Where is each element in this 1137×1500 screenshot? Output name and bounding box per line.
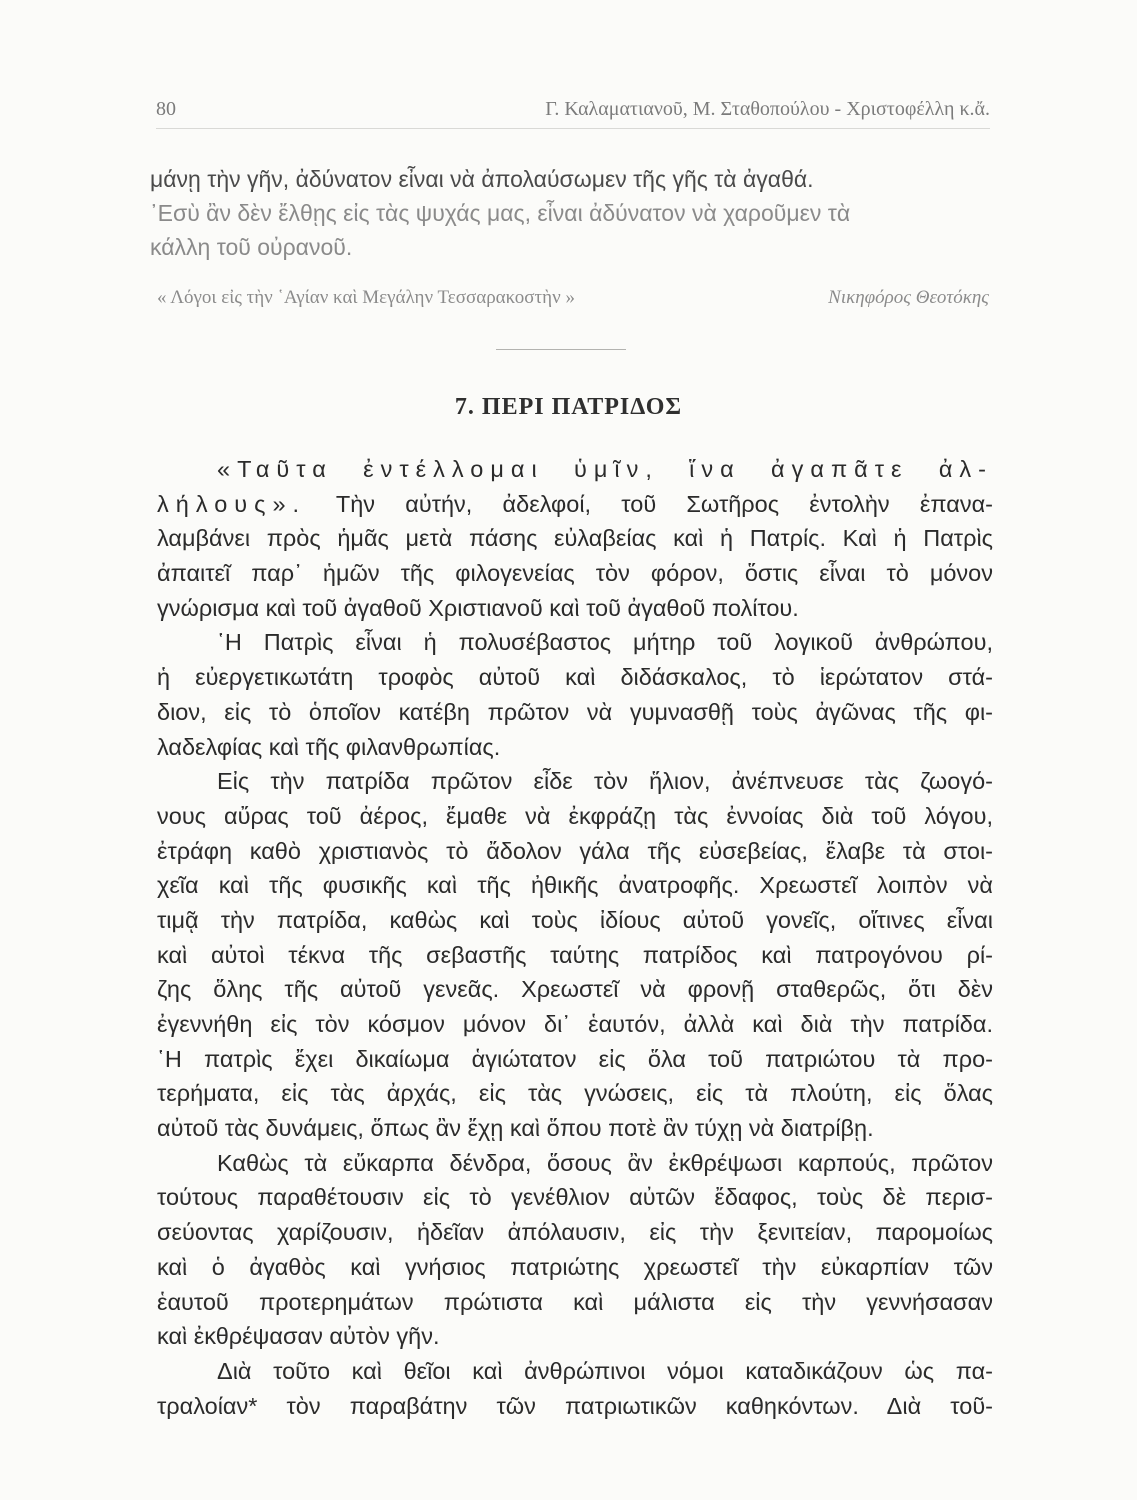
paragraph-line: τραλοίαν* τὸν παραβάτην τῶν πατριωτικῶν καθηκόντων. Διὰ τοῦ- bbox=[157, 1392, 993, 1419]
paragraph-line: ἀπαιτεῖ παρ᾿ ἡμῶν τῆς φιλογενείας τὸν φόρον, ὅστις εἶναι τὸ μόνον bbox=[157, 560, 993, 587]
paragraph-line: ῾Η πατρὶς ἔχει δικαίωμα ἁγιώτατον εἰς ὅλα τοῦ πατριώτου τὰ προ- bbox=[157, 1045, 993, 1072]
running-title: Γ. Καλαματιανοῦ, Μ. Σταθοπούλου - Χριστοφέλλη κ.ἄ. bbox=[545, 98, 990, 120]
paragraph-line bbox=[157, 452, 993, 487]
paragraph-line: ἑαυτοῦ προτερημάτων πρώτιστα καὶ μάλιστα εἰς τὴν γεννήσασαν bbox=[157, 1288, 993, 1315]
paragraph-line bbox=[157, 487, 993, 522]
chapter-heading: 7. ΠΕΡΙ ΠΑΤΡΙΔΟΣ bbox=[454, 394, 683, 420]
paragraph-line: καὶ αὐτοὶ τέκνα τῆς σεβαστῆς ταύτης πατρίδος καὶ πατρογόνου ρί- bbox=[157, 941, 993, 968]
paragraph-line: ἐτράφη καθὸ χριστιανὸς τὸ ἄδολον γάλα τῆς εὐσεβείας, ἔλαβε τὰ στοι- bbox=[157, 837, 993, 864]
paragraph-line: ἡ εὐεργετικωτάτη τροφὸς αὐτοῦ καὶ διδάσκαλος, τὸ ἱερώτατον στά- bbox=[157, 664, 993, 691]
paragraph-line: ῾Η Πατρὶς εἶναι ἡ πολυσέβαστος μήτηρ τοῦ λογικοῦ ἀνθρώπου, bbox=[217, 629, 993, 656]
paragraph-line: λαδελφίας καὶ τῆς φιλανθρωπίας. bbox=[157, 733, 501, 760]
paragraph-line: Καθὼς τὰ εὔκαρπα δένδρα, ὅσους ἂν ἐκθρέψωσι καρπούς, πρῶτον bbox=[217, 1149, 993, 1176]
paragraph-line: λαμβάνει πρὸς ἡμᾶς μετὰ πάσης εὐλαβείας καὶ ἡ Πατρίς. Καὶ ἡ Πατρὶς bbox=[157, 525, 993, 552]
quote-citation bbox=[157, 287, 989, 315]
quote-line: ᾿Εσὺ ἂν δὲν ἔλθῃς εἰς τὰς ψυχάς μας, εἶναι ἀδύνατον νὰ χαροῦμεν τὰ bbox=[150, 200, 851, 226]
paragraph-line: ἐγεννήθη εἰς τὸν κόσμον μόνον δι᾿ ἑαυτόν, ἀλλὰ καὶ διὰ τὴν πατρίδα. bbox=[157, 1011, 993, 1037]
paragraph-line: Εἰς τὴν πατρίδα πρῶτον εἶδε τὸν ἥλιον, ἀνέπνευσε τὰς ζωογό- bbox=[217, 768, 993, 795]
quote-line: κάλλη τοῦ οὐρανοῦ. bbox=[150, 234, 353, 260]
paragraph-line: νους αὔρας τοῦ ἀέρος, ἔμαθε νὰ ἐκφράζῃ τὰς ἐννοίας διὰ τοῦ λόγου, bbox=[157, 802, 993, 829]
body-text bbox=[157, 452, 993, 1423]
scripture-quote-end: λήλους». bbox=[157, 490, 307, 517]
paragraph-line: ζης ὅλης τῆς αὐτοῦ γενεᾶς. Χρεωστεῖ νὰ φρονῇ σταθερῶς, ὅτι δὲν bbox=[157, 976, 993, 1003]
citation-author: Νικηφόρος Θεοτόκης bbox=[828, 287, 989, 308]
paragraph-line: διον, εἰς τὸ ὁποῖον κατέβη πρῶτον νὰ γυμνασθῇ τοὺς ἀγῶνας τῆς φι- bbox=[157, 698, 993, 725]
paragraph-line: καὶ ὁ ἀγαθὸς καὶ γνήσιος πατριώτης χρεωστεῖ τὴν εὐκαρπίαν τῶν bbox=[157, 1253, 993, 1280]
running-header bbox=[156, 98, 990, 128]
scripture-quote: «Ταῦτα ἐντέλλομαι ὑμῖν, ἵνα ἀγαπᾶτε ἀλ- bbox=[217, 456, 993, 482]
paragraph-text: Τὴν αὐτήν, ἀδελφοί, τοῦ Σωτῆρος ἐντολὴν ἐπανα- bbox=[306, 490, 993, 517]
citation-source: « Λόγοι εἰς τὴν ῾Αγίαν καὶ Μεγάλην Τεσσαρακοστὴν » bbox=[157, 287, 575, 308]
paragraph-line: αὐτοῦ τὰς δυνάμεις, ὅπως ἂν ἔχῃ καὶ ὅπου ποτὲ ἂν τύχῃ νὰ διατρίβῃ. bbox=[157, 1115, 874, 1142]
paragraph-line: τούτους παραθέτουσιν εἰς τὸ γενέθλιον αὐτῶν ἔδαφος, τοὺς δὲ περισ- bbox=[157, 1184, 993, 1211]
paragraph-line: καὶ ἐκθρέψασαν αὐτὸν γῆν. bbox=[157, 1323, 440, 1350]
paragraph-line: χεῖα καὶ τῆς φυσικῆς καὶ τῆς ἠθικῆς ἀνατροφῆς. Χρεωστεῖ λοιπὸν νὰ bbox=[157, 872, 993, 899]
section-divider bbox=[496, 349, 626, 350]
quote-line: μάνῃ τὴν γῆν, ἀδύνατον εἶναι νὰ ἀπολαύσωμεν τῆς γῆς τὰ ἀγαθά. bbox=[150, 166, 814, 192]
header-divider bbox=[156, 128, 990, 129]
paragraph-line: Διὰ τοῦτο καὶ θεῖοι καὶ ἀνθρώπινοι νόμοι καταδικάζουν ὡς πα- bbox=[217, 1357, 993, 1384]
paragraph-line: γνώρισμα καὶ τοῦ ἀγαθοῦ Χριστιανοῦ καὶ τοῦ ἀγαθοῦ πολίτου. bbox=[157, 594, 799, 621]
page-number: 80 bbox=[156, 98, 176, 120]
paragraph-line: τερήματα, εἰς τὰς ἀρχάς, εἰς τὰς γνώσεις, εἰς τὰ πλούτη, εἰς ὅλας bbox=[157, 1080, 993, 1107]
paragraph-line: σεύοντας χαρίζουσιν, ἡδεῖαν ἀπόλαυσιν, εἰς τὴν ξενιτείαν, παρομοίως bbox=[157, 1219, 993, 1246]
previous-quote bbox=[150, 162, 996, 264]
paragraph-line: τιμᾷ τὴν πατρίδα, καθὼς καὶ τοὺς ἰδίους αὐτοῦ γονεῖς, οἵτινες εἶναι bbox=[157, 906, 993, 933]
